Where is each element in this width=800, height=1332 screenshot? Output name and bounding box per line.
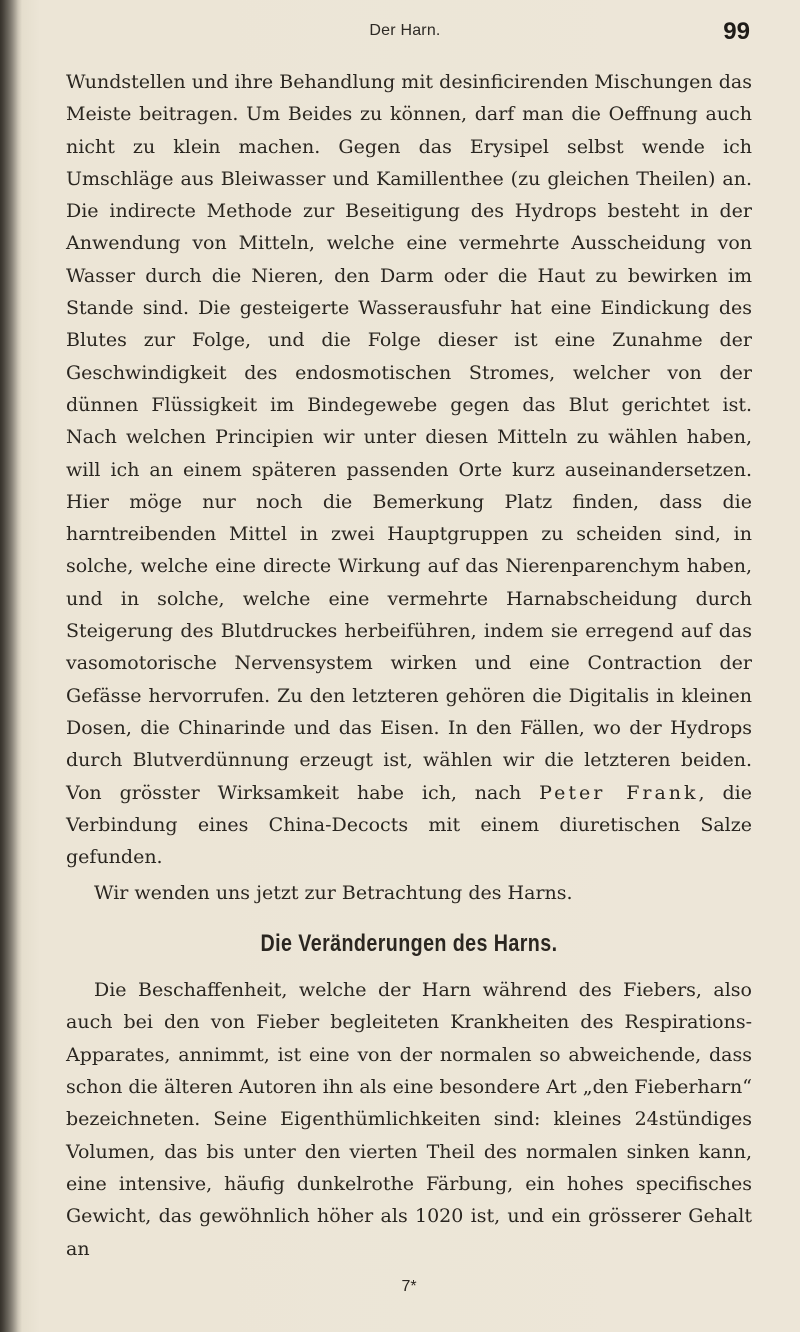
signature-mark: 7* (401, 1277, 417, 1295)
section-heading: Die Veränderungen des Harns. (260, 929, 558, 957)
page-number: 99 (723, 18, 750, 45)
paragraph-hydrops-treatment (66, 66, 752, 873)
paragraph-fever-urine: Die Beschaffenheit, welche der Harn während des Fiebers, also auch bei den von Fieber begleiteten Krankheiten des Respirations-Apparates, annimmt, ist eine von der normalen so abweichende, dass schon die älteren Autoren ihn als eine besondere Art „den Fieberharn“ bezeichneten. Seine Eigenthümlichkeiten sind: kleines 24stündiges Volumen, das bis unter den vierten Theil des normalen sinken kann, eine intensive, häufig dunkelrothe Färbung, ein hohes specifisches Gewicht, das gewöhnlich höher als 1020 ist, und ein grösserer Gehalt an (66, 979, 752, 1260)
paragraph-text: Wundstellen und ihre Behandlung mit desinficirenden Mischungen das Meiste beitragen. Um Beides zu können, darf man die Oeffnung auch nicht zu klein machen. Gegen das Erysipel selbst wende ich Umschläge aus Bleiwasser und Kamillenthee (zu gleichen Theilen) an. Die indirecte Methode zur Beseitigung des Hydrops besteht in der Anwendung von Mitteln, welche eine vermehrte Ausscheidung von Wasser durch die Nieren, den Darm oder die Haut zu bewirken im Stande sind. Die gesteigerte Wasserausfuhr hat eine Eindickung des Blutes zur Folge, und die Folge dieser ist eine Zunahme der Geschwindigkeit des endosmotischen Stromes, welcher von der dünnen Flüssigkeit im Bindegewebe gegen das Blut gerichtet ist. Nach welchen Principien wir unter diesen Mitteln zu wählen haben, will ich an einem späteren passenden Orte kurz auseinandersetzen. Hier möge nur noch die Bemerkung Platz finden, dass die harntreibenden Mittel in zwei Hauptgruppen zu scheiden sind, in solche, welche eine directe Wirkung auf das Nierenparenchym haben, und in solche, welche eine vermehrte Harnabscheidung durch Steigerung des Blutdruckes herbeiführen, indem sie erregend auf das vasomotorische Nervensystem wirken und eine Contraction der Gefässe hervorrufen. Zu den letzteren gehören die Digitalis in kleinen Dosen, die Chinarinde und das Eisen. In den Fällen, wo der Hydrops durch Blutverdünnung erzeugt ist, wählen wir die letzteren beiden. Von grösster Wirksamkeit habe ich, nach (66, 71, 752, 804)
running-title: Der Harn. (369, 22, 441, 39)
binding-shadow (0, 0, 22, 1332)
paragraph-transition: Wir wenden uns jetzt zur Betrachtung des Harns. (94, 882, 573, 905)
body-text (66, 66, 752, 1303)
author-name: Peter Frank (539, 781, 699, 804)
paragraph-text: , die Verbindung eines China-Decocts mit einem diuretischen Salze gefunden. (66, 781, 752, 869)
page-header (60, 18, 750, 54)
